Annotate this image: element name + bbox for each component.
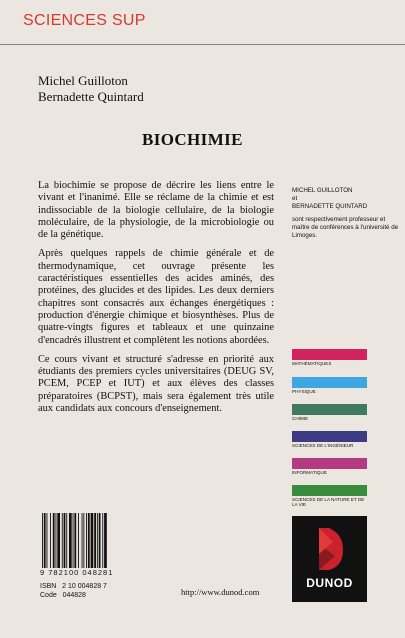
category-label: SCIENCES DE LA NATURE ET DE LA VIE bbox=[292, 497, 365, 507]
barcode-bar bbox=[73, 513, 74, 568]
code-line: Code 044828 bbox=[40, 592, 86, 599]
paragraph-1: La biochimie se propose de décrire les liens entre le vivant et l'inanimé. Elle se réclame de la chimie et est indissociable de la biologie cellulaire, de la biologie moléculaire, de la physiologie, de la microbiologie ou de la génétique. bbox=[38, 180, 274, 241]
category-bar bbox=[292, 485, 367, 496]
category-bar bbox=[292, 431, 367, 442]
barcode-bar bbox=[57, 513, 60, 568]
bio-author-2: BERNADETTE QUINTARD bbox=[292, 203, 368, 210]
category-bar bbox=[292, 404, 367, 415]
barcode bbox=[40, 513, 132, 570]
category-bar bbox=[292, 377, 367, 388]
category-label: SCIENCES DE L'INGÉNIEUR bbox=[292, 443, 354, 448]
isbn-block bbox=[40, 582, 107, 600]
barcode-bar bbox=[47, 513, 48, 568]
bio-author-1: MICHEL GUILLOTON bbox=[292, 187, 353, 194]
barcode-bar bbox=[50, 513, 51, 568]
author-2: Bernadette Quintard bbox=[38, 89, 144, 104]
barcode-bar bbox=[97, 513, 98, 568]
barcode-bar bbox=[53, 513, 55, 568]
barcode-bar bbox=[42, 513, 43, 568]
category-label: INFORMATIQUE bbox=[292, 470, 327, 475]
barcode-bar bbox=[94, 513, 96, 568]
publisher-logo-block bbox=[292, 516, 367, 602]
barcode-bar bbox=[102, 513, 103, 568]
barcode-bar bbox=[104, 513, 107, 568]
barcode-bar bbox=[83, 513, 84, 568]
barcode-number: 9 782100 048281 bbox=[40, 568, 114, 577]
barcode-bar bbox=[64, 513, 66, 568]
category-sciences-ingenieur bbox=[292, 431, 367, 448]
barcode-bar bbox=[66, 513, 67, 568]
publisher-name: DUNOD bbox=[306, 576, 353, 590]
series-name: SCIENCES SUP bbox=[23, 12, 146, 29]
barcode-bar bbox=[74, 513, 76, 568]
authors bbox=[38, 73, 144, 105]
book-title: BIOCHIMIE bbox=[142, 130, 243, 149]
barcode-bar bbox=[78, 513, 79, 568]
category-chimie bbox=[292, 404, 367, 421]
description bbox=[38, 180, 274, 422]
isbn-line: ISBN 2 10 004828 7 bbox=[40, 583, 107, 590]
category-bar bbox=[292, 349, 367, 360]
category-informatique bbox=[292, 458, 367, 475]
category-physique bbox=[292, 377, 367, 394]
barcode-bar bbox=[44, 513, 46, 568]
barcode-bar bbox=[86, 513, 87, 568]
author-1: Michel Guilloton bbox=[38, 73, 128, 88]
barcode-bar bbox=[62, 513, 63, 568]
author-bio bbox=[292, 187, 402, 245]
paragraph-2: Après quelques rappels de chimie générale et de thermodynamique, cet ouvrage présente les caractéristiques essentielles des acides aminés, des protéines, des glucides et des lipides. Les deux derniers chapitres sont consacrés aux échanges énergétiques : production d'énergie chimique et biosynthèses. Plus de quatre-vingts figures et tableaux et une quinzaine d'encadrés illustrent et complètent les notions abordées. bbox=[38, 248, 274, 346]
barcode-bar bbox=[99, 513, 101, 568]
category-bar bbox=[292, 458, 367, 469]
barcode-bar bbox=[69, 513, 72, 568]
barcode-bar bbox=[91, 513, 94, 568]
category-label: CHIMIE bbox=[292, 416, 309, 421]
category-label: PHYSIQUE bbox=[292, 389, 316, 394]
bio-et: et bbox=[292, 195, 298, 202]
dunod-d-logo-icon bbox=[313, 526, 345, 572]
category-label: MATHÉMATIQUES bbox=[292, 361, 332, 366]
barcode-bar bbox=[82, 513, 83, 568]
barcode-bar bbox=[88, 513, 90, 568]
paragraph-3: Ce cours vivant et structuré s'adresse en priorité aux étudiants des premiers cycles universitaires (DEUG SV, PCEM, PCEP et IUT) et aux élèves des classes préparatoires (BCPST), mais sera également très utile aux candidats aux concours d'enseignement. bbox=[38, 353, 274, 415]
barcode-bar bbox=[56, 513, 57, 568]
bio-text: sont respectivement professeur et maître de conférences à l'université de Limoges. bbox=[292, 216, 399, 239]
publisher-url: http://www.dunod.com bbox=[181, 587, 260, 597]
category-mathematiques bbox=[292, 349, 367, 366]
category-sciences-nature-vie bbox=[292, 485, 367, 507]
header-divider bbox=[0, 44, 405, 45]
